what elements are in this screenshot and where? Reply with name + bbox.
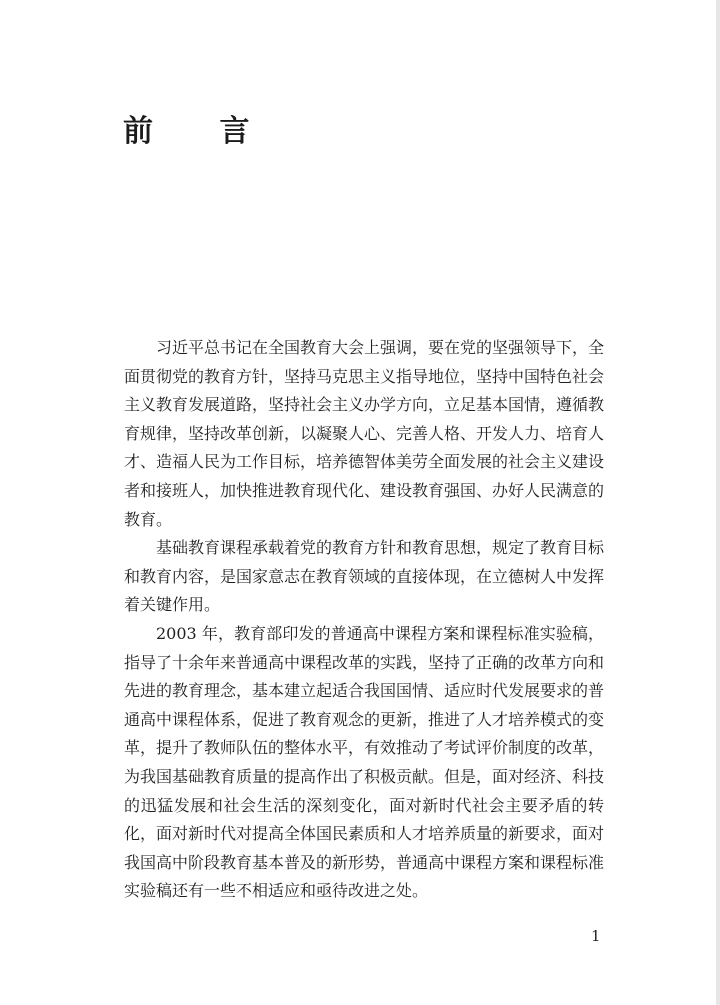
paragraph-2: 基础教育课程承载着党的教育方针和教育思想，规定了教育目标和教育内容，是国家意志在教育领域的直接体现，在立德树人中发挥着关键作用。 xyxy=(124,538,605,615)
paragraph-1: 习近平总书记在全国教育大会上强调，要在党的坚强领导下，全面贯彻党的教育方针，坚持马克思主义指导地位，坚持中国特色社会主义教育发展道路，坚持社会主义办学方向，立足基本国情，遵循教育规律，坚持改革创新，以凝聚人心、完善人格、开发人力、培育人才、造福人民为工作目标，培养德智体美劳全面发展的社会主义建设者和接班人，加快推进教育现代化、建设教育强国、办好人民满意的教育。 xyxy=(124,338,605,529)
page-edge-shadow xyxy=(716,0,720,1005)
page-title: 前 言 xyxy=(123,114,278,149)
page-number: 1 xyxy=(591,927,601,945)
body-text xyxy=(124,334,604,906)
paragraph-3: 2003 年，教育部印发的普通高中课程方案和课程标准实验稿，指导了十余年来普通高中课程改革的实践，坚持了正确的改革方向和先进的教育理念，基本建立起适合我国国情、适应时代发展要求的普通高中课程体系，促进了教育观念的更新，推进了人才培养模式的变革，提升了教师队伍的整体水平，有效推动了考试评价制度的改革，为我国基础教育质量的提高作出了积极贡献。但是，面对经济、科技的迅猛发展和社会生活的深刻变化，面对新时代社会主要矛盾的转化，面对新时代对提高全体国民素质和人才培养质量的新要求，面对我国高中阶段教育基本普及的新形势，普通高中课程方案和课程标准实验稿还有一些不相适应和亟待改进之处。 xyxy=(124,623,605,901)
